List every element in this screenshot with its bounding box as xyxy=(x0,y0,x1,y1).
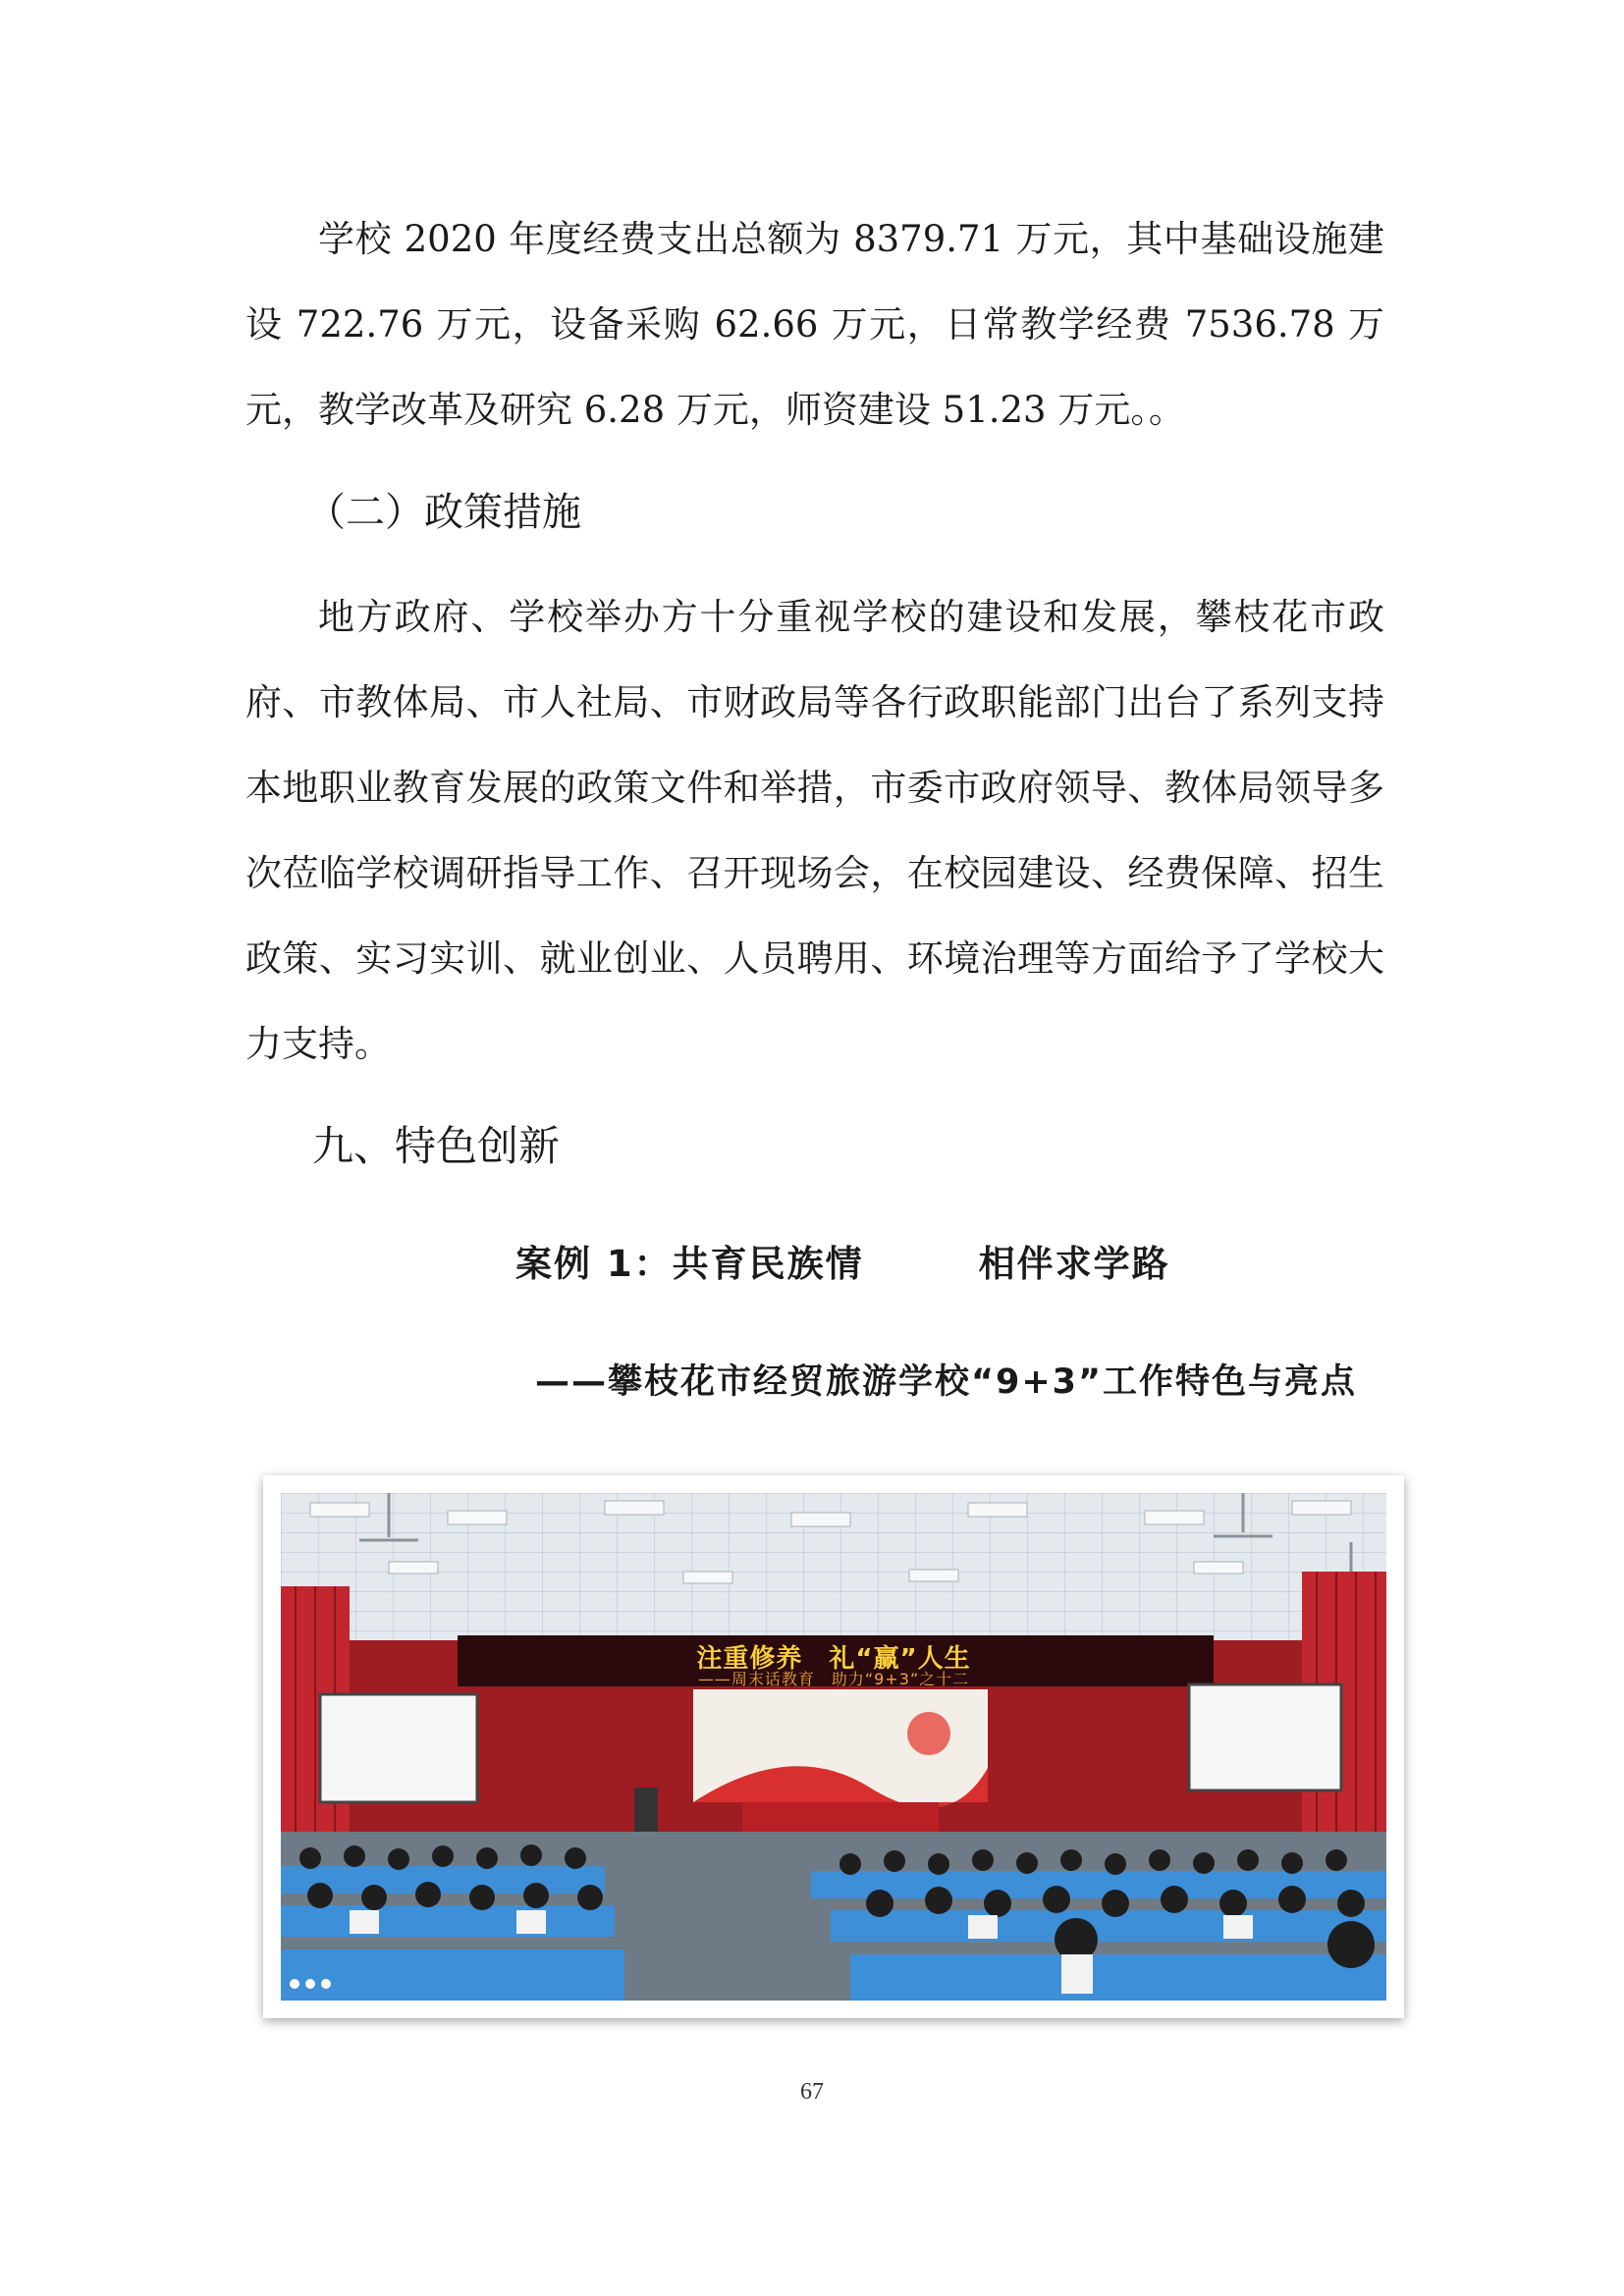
auditorium-scene xyxy=(281,1493,1386,2001)
policy-paragraph: 地方政府、学校举办方十分重视学校的建设和发展，攀枝花市政府、市教体局、市人社局、市财政局等各行政职能部门出台了系列支持本地职业教育发展的政策文件和举措，市委市政府领导、教体局领导多次莅临学校调研指导工作、召开现场会，在校园建设、经费保障、招生政策、实习实训、就业创业、人员聘用、环境治理等方面给予了学校大力支持。 xyxy=(245,596,1384,1065)
photo-frame xyxy=(263,1475,1404,2018)
section-heading-innovation: 九、特色创新 xyxy=(312,1122,561,1170)
auditorium-photo xyxy=(281,1493,1386,2001)
section-heading-policy: （二）政策措施 xyxy=(306,490,581,535)
case-title: 案例 1：共育民族情 相伴求学路 xyxy=(515,1243,1170,1285)
banner-line-1: 注重修养 礼“赢”人生 xyxy=(696,1644,971,1674)
case-subtitle: ——攀枝花市经贸旅游学校“9+3”工作特色与亮点 xyxy=(535,1362,1358,1402)
banner-line-2: ——周末话教育 助力“9+3”之十二 xyxy=(697,1670,970,1688)
page-number: 67 xyxy=(800,2079,824,2105)
funding-paragraph: 学校 2020 年度经费支出总额为 8379.71 万元，其中基础设施建设 722.76 万元，设备采购 62.66 万元，日常教学经费 7536.78 万元，教学改革及研究 6.28 万元，师资建设 51.23 万元。。 xyxy=(245,218,1384,431)
